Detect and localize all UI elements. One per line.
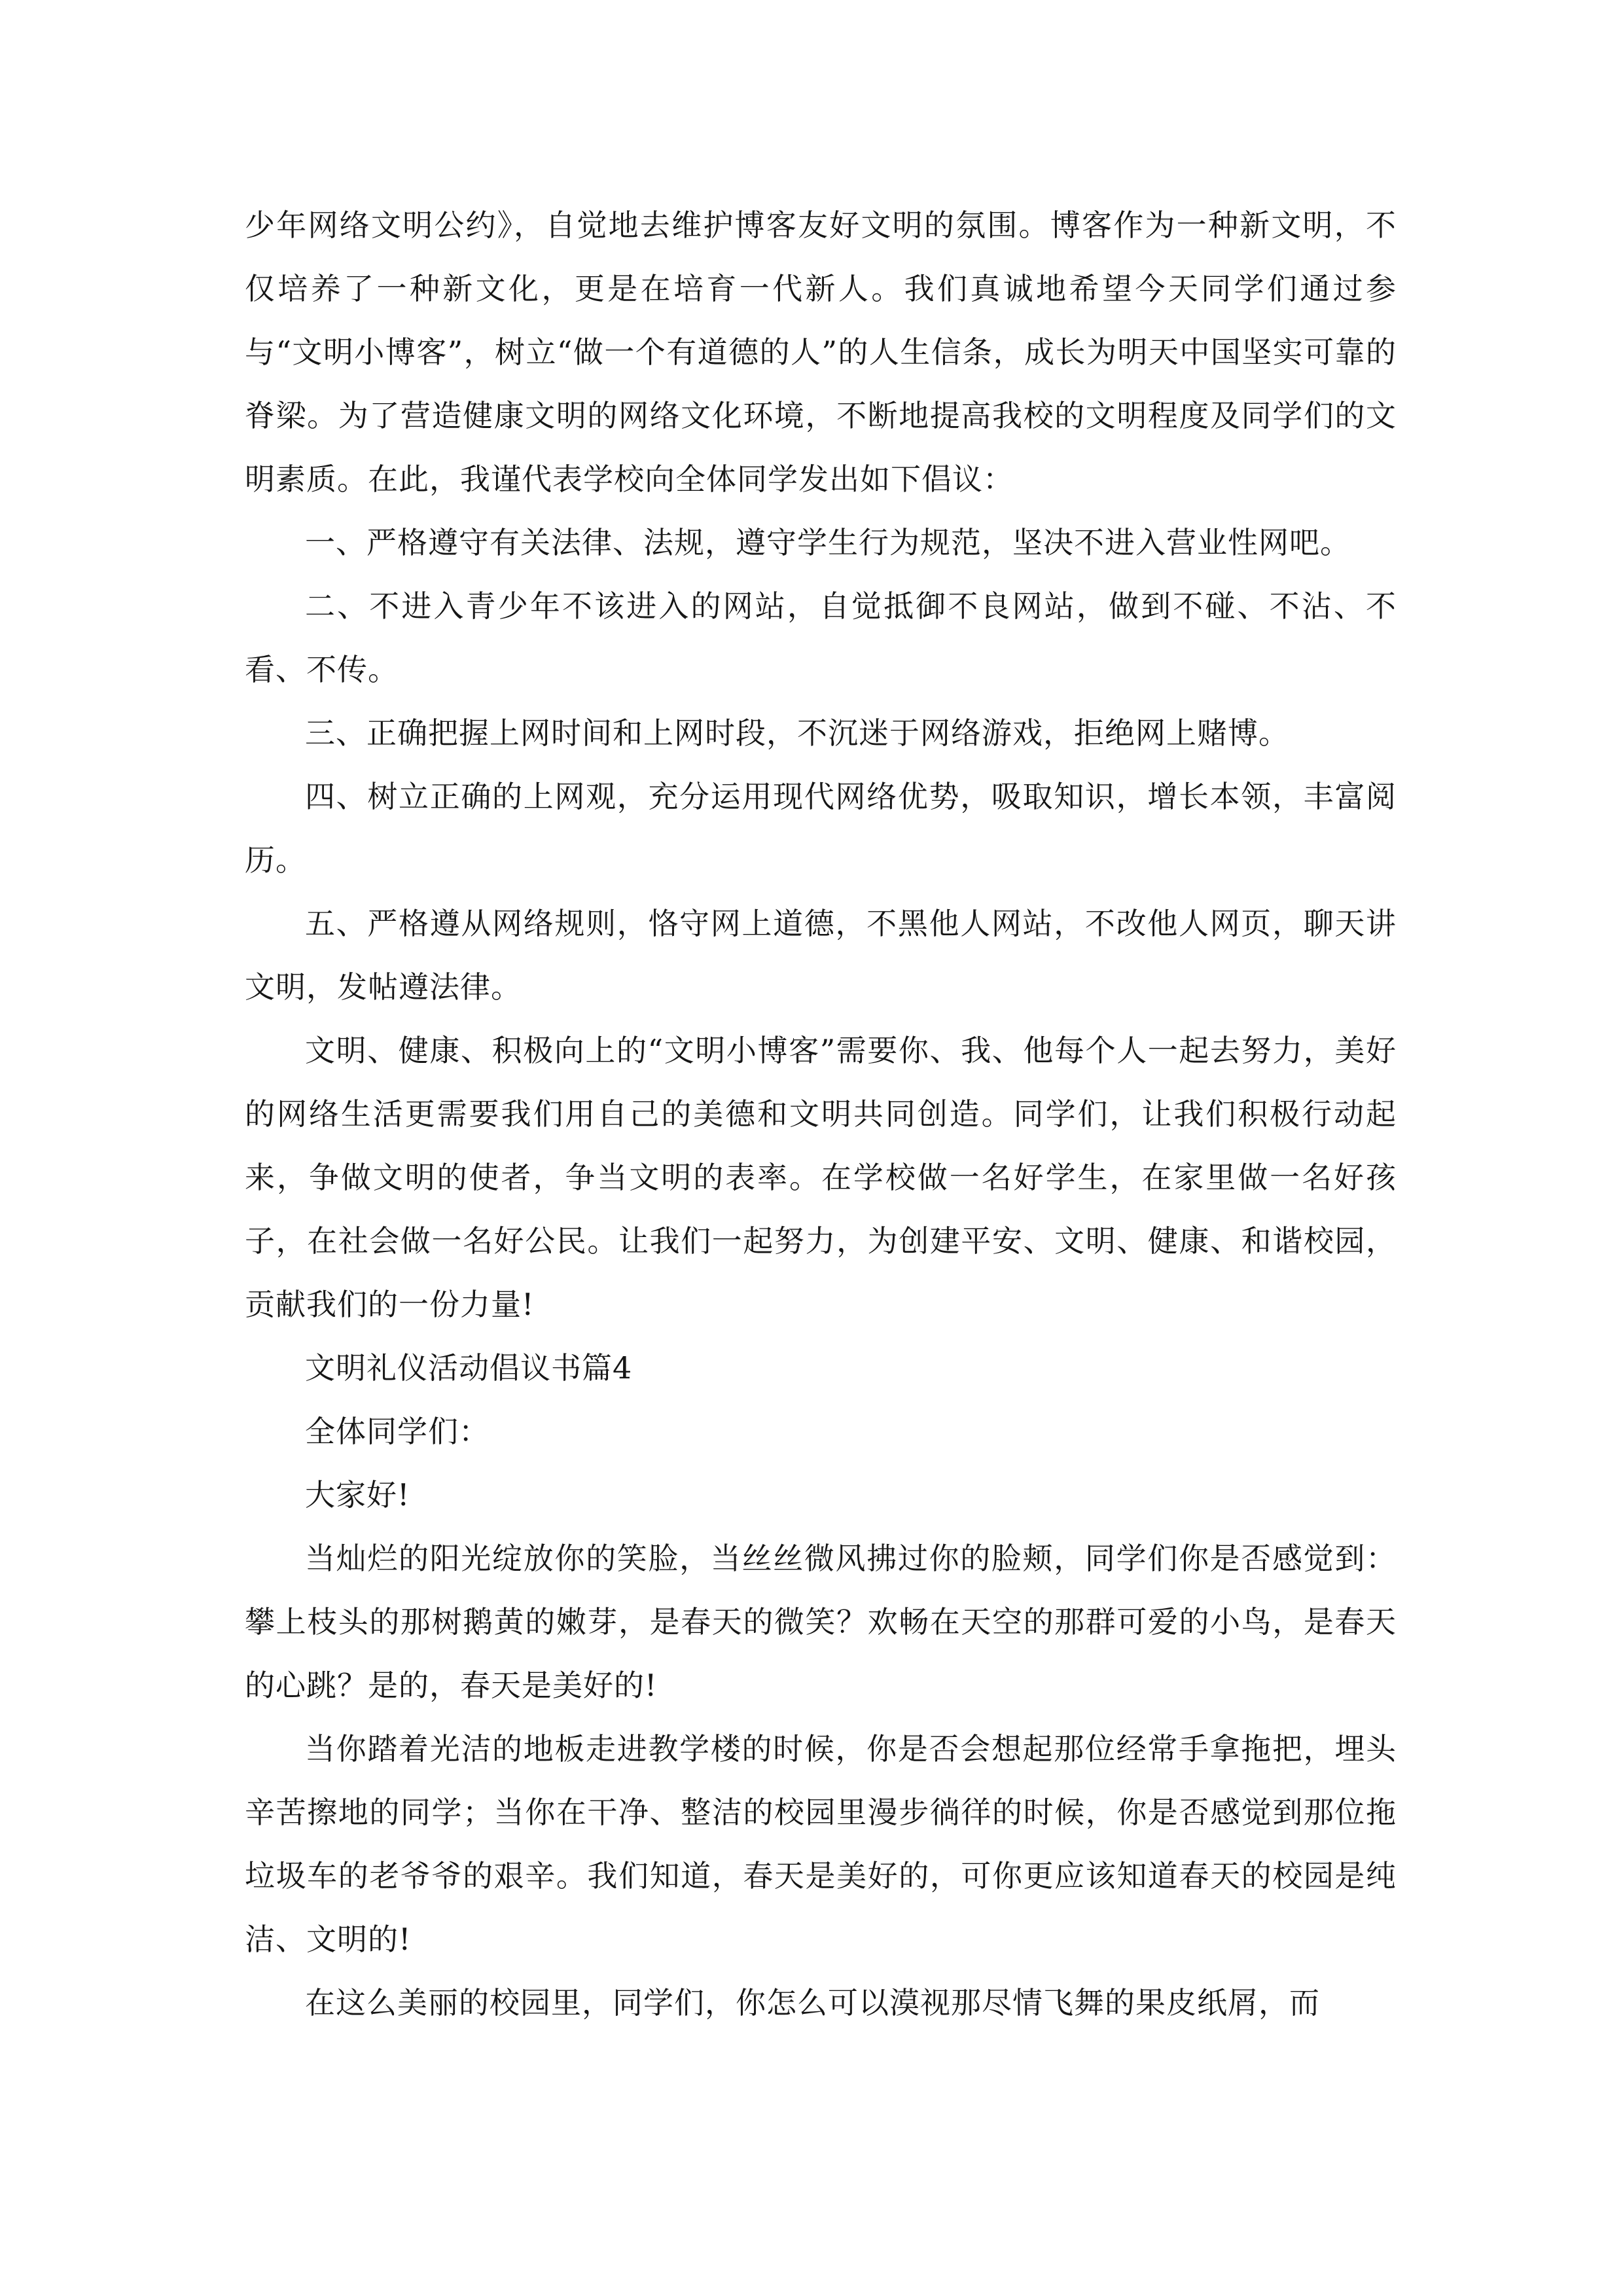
paragraph-litter: 在这么美丽的校园里，同学们，你怎么可以漠视那尽情飞舞的果皮纸屑，而 [305,1985,1320,2020]
paragraph-closing-call: 文明、健康、积极向上的“文明小博客”需要你、我、他每个人一起去努力，美好的网络生活更需要我们用自己的美德和文明共同创造。同学们，让我们积极行动起来，争做文明的使者，争当文明的表率。在学校做一名好学生，在家里做一名好孩子，在社会做一名好公民。让我们一起努力，为创建平安、文明、健康、和谐校园，贡献我们的一份力量! [245,1033,1397,1322]
paragraph-proposal-4: 四、树立正确的上网观，充分运用现代网络优势，吸取知识，增长本领，丰富阅历。 [245,779,1397,878]
document-body [245,194,1397,2035]
paragraph-proposal-1: 一、严格遵守有关法律、法规，遵守学生行为规范，坚决不进入营业性网吧。 [305,525,1351,560]
paragraph-spring: 当灿烂的阳光绽放你的笑脸，当丝丝微风拂过你的脸颊，同学们你是否感觉到：攀上枝头的那树鹅黄的嫩芽，是春天的微笑？欢畅在天空的那群可爱的小鸟，是春天的心跳？是的，春天是美好的! [245,1541,1397,1703]
salutation: 全体同学们： [305,1414,490,1449]
paragraph-proposal-2: 二、不进入青少年不该进入的网站，自觉抵御不良网站，做到不碰、不沾、不看、不传。 [245,588,1397,687]
paragraph-civility-pact-intro: 少年网络文明公约》，自觉地去维护博客友好文明的氛围。博客作为一种新文明，不仅培养了一种新文化，更是在培育一代新人。我们真诚地希望今天同学们通过参与“文明小博客”，树立“做一个有道德的人”的人生信条，成长为明天中国坚实可靠的脊梁。为了营造健康文明的网络文化环境，不断地提高我校的文明程度及同学们的文明素质。在此，我谨代表学校向全体同学发出如下倡议： [245,207,1397,497]
paragraph-proposal-5: 五、严格遵从网络规则，恪守网上道德，不黑他人网站，不改他人网页，聊天讲文明，发帖遵法律。 [245,906,1397,1005]
greeting: 大家好! [305,1477,410,1513]
paragraph-proposal-3: 三、正确把握上网时间和上网时段，不沉迷于网络游戏，拒绝网上赌博。 [305,715,1289,751]
section-heading: 文明礼仪活动倡议书篇4 [305,1350,633,1386]
paragraph-campus-cleaners: 当你踏着光洁的地板走进教学楼的时候，你是否会想起那位经常手拿拖把，埋头辛苦擦地的同学；当你在干净、整洁的校园里漫步徜徉的时候，你是否感觉到那位拖垃圾车的老爷爷的艰辛。我们知道，春天是美好的，可你更应该知道春天的校园是纯洁、文明的! [245,1731,1397,1957]
